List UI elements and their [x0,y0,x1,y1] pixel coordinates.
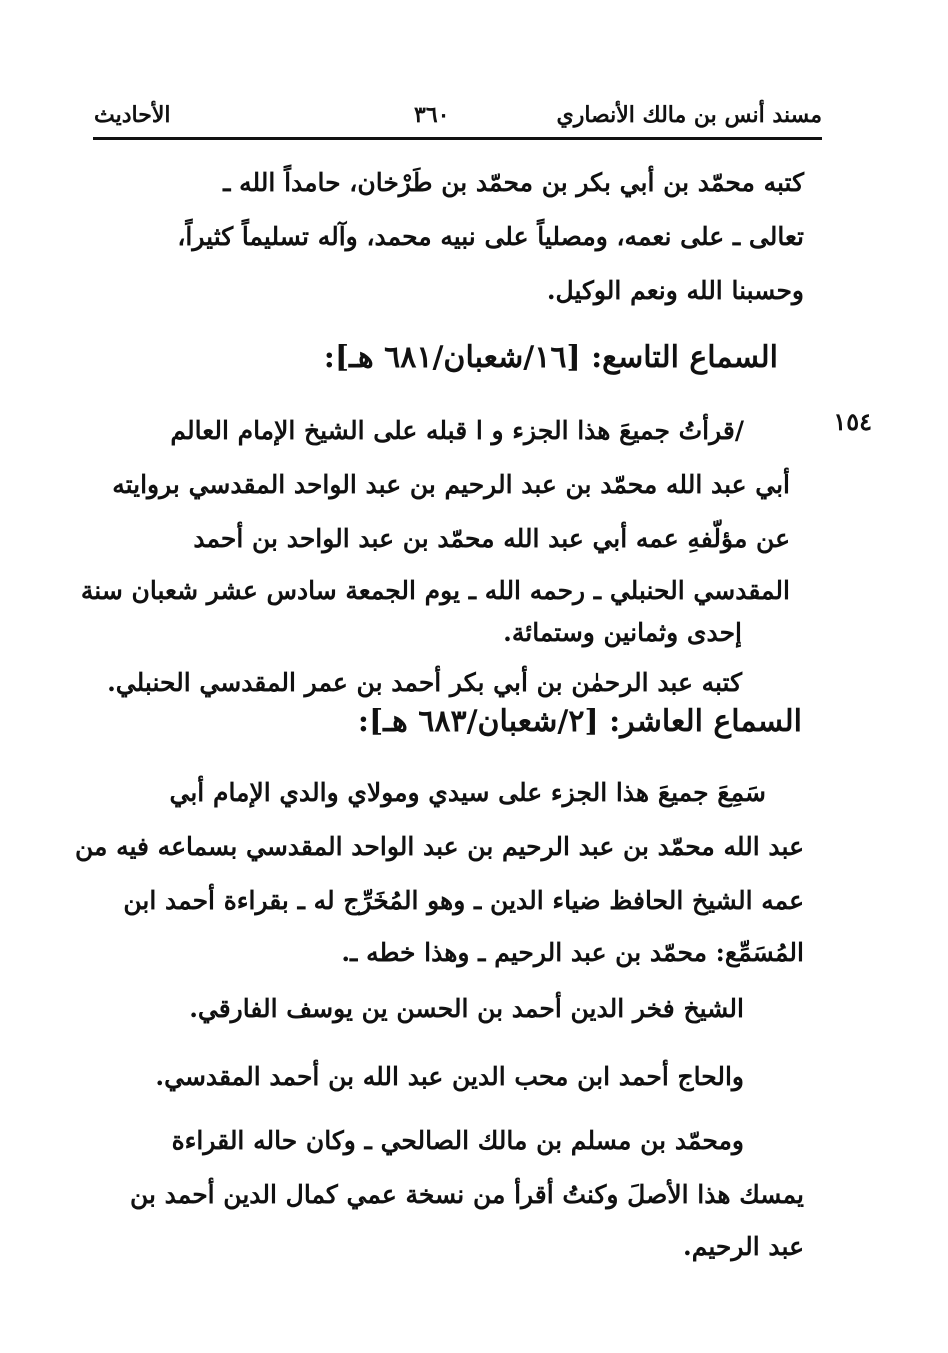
header-rule [93,137,822,140]
book-title: مسند أنس بن مالك الأنصاري [556,102,822,128]
text-line: المُسَمِّع: محمّد بن عبد الرحيم ـ وهذا خطه ـ. [341,938,804,967]
text-line: عن مؤلّفهِ عمه أبي عبد الله محمّد بن عبد الواحد بن أحمد [193,524,790,553]
text-line: كتبه محمّد بن أبي بكر بن محمّد بن طَرْخان، حامداً الله ـ [223,168,804,197]
text-line: والحاج أحمد ابن محب الدين عبد الله بن أحمد المقدسي. [155,1062,744,1091]
running-header [94,100,822,134]
margin-folio-number: ١٥٤ [833,407,872,436]
section-title: الأحاديث [94,102,171,128]
text-line: إحدى وثمانين وستمائة. [503,618,742,647]
text-line: /قرأتُ جميعَ هذا الجزء و ا قبله على الشيخ الإمام العالم [170,416,744,445]
text-line: عبد الرحيم. [683,1232,804,1261]
text-line: ومحمّد بن مسلم بن مالك الصالحي ـ وكان حاله القراءة [171,1126,744,1155]
text-line: كتبه عبد الرحمٰن بن أبي بكر أحمد بن عمر المقدسي الحنبلي. [107,668,742,697]
section-heading-tenth: السماع العاشر: [٢/شعبان/٦٨٣ هـ]: [357,704,802,739]
text-line: أبي عبد الله محمّد بن عبد الرحيم بن عبد الواحد المقدسي بروايته [112,470,790,499]
text-line: عبد الله محمّد بن عبد الرحيم بن عبد الواحد المقدسي بسماعه فيه من [74,832,804,861]
text-line: يمسك هذا الأصلَ وكنتُ أقرأ من نسخة عمي كمال الدين أحمد بن [129,1180,804,1209]
section-heading-ninth: السماع التاسع: [١٦/شعبان/٦٨١ هـ]: [323,340,778,375]
text-line: المقدسي الحنبلي ـ رحمه الله ـ يوم الجمعة سادس عشر شعبان سنة [80,576,790,605]
text-line: عمه الشيخ الحافظ ضياء الدين ـ وهو المُخَرِّج له ـ بقراءة أحمد ابن [123,886,804,915]
text-line: وحسبنا الله ونعم الوكيل. [546,276,804,305]
text-line: الشيخ فخر الدين أحمد بن الحسن ين يوسف الفارقي. [189,994,744,1023]
page-number: ٣٦٠ [414,102,450,128]
text-line: تعالى ـ على نعمه، ومصلياً على نبيه محمد، وآله تسليماً كثيراً، [177,222,804,251]
text-line: سَمِعَ جميعَ هذا الجزء على سيدي ومولاي والدي الإمام أبي [169,778,766,807]
